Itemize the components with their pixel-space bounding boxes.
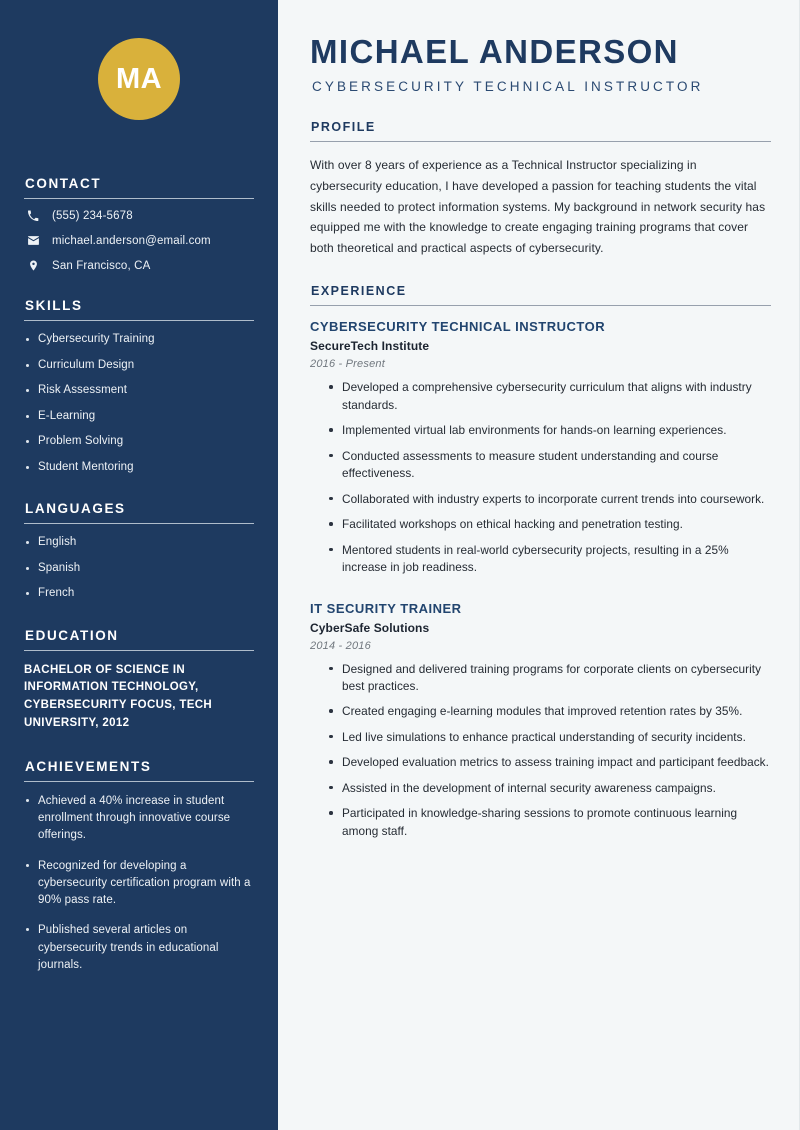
education-section — [24, 628, 254, 733]
contact-item-phone[interactable] — [24, 210, 254, 222]
achievements-list — [24, 793, 254, 974]
education-divider — [24, 650, 254, 651]
contact-divider — [24, 198, 254, 199]
job-company: SecureTech Institute — [310, 339, 430, 354]
list-item: Risk Assessment — [24, 383, 254, 399]
list-item: Spanish — [24, 561, 254, 577]
skills-list — [24, 332, 254, 475]
resume-main — [278, 0, 799, 1130]
contact-section — [24, 176, 254, 272]
languages-section — [24, 501, 254, 602]
job-dates: 2016 - Present — [310, 358, 385, 371]
avatar-monogram: MA — [98, 38, 180, 120]
contact-item-location[interactable] — [24, 259, 254, 272]
experience-entry — [310, 319, 771, 576]
job-title: CYBERSECURITY TECHNICAL INSTRUCTOR — [310, 319, 606, 335]
list-item: Recognized for developing a cybersecurity certification program with a 90% pass rate. — [24, 858, 254, 910]
experience-heading: EXPERIENCE — [311, 284, 407, 299]
skills-divider — [24, 320, 254, 321]
languages-divider — [24, 523, 254, 524]
location-value: San Francisco, CA — [52, 259, 151, 272]
education-degree: BACHELOR OF SCIENCE IN INFORMATION TECHNOLOGY, CYBERSECURITY FOCUS, TECH UNIVERSITY, 2012 — [24, 663, 213, 730]
list-item: Curriculum Design — [24, 358, 254, 374]
list-item: Implemented virtual lab environments for hands-on learning experiences. — [328, 422, 771, 439]
professional-title: CYBERSECURITY TECHNICAL INSTRUCTOR — [312, 79, 704, 95]
list-item: E-Learning — [24, 409, 254, 425]
email-icon — [24, 234, 42, 247]
list-item: Achieved a 40% increase in student enrollment through innovative course offerings. — [24, 793, 254, 845]
skills-heading: SKILLS — [25, 298, 83, 313]
list-item: Created engaging e-learning modules that improved retention rates by 35%. — [328, 703, 771, 720]
page-title: MICHAEL ANDERSON — [310, 33, 679, 70]
experience-entry — [310, 601, 771, 841]
job-bullet-list — [310, 661, 771, 841]
contact-item-email[interactable] — [24, 234, 254, 247]
job-company: CyberSafe Solutions — [310, 620, 430, 635]
resume-sidebar — [0, 0, 278, 1130]
languages-list — [24, 535, 254, 602]
avatar-container — [24, 0, 254, 120]
list-item: Cybersecurity Training — [24, 332, 254, 348]
achievements-divider — [24, 781, 254, 782]
list-item: Developed evaluation metrics to assess training impact and participant feedback. — [328, 754, 771, 771]
location-pin-icon — [24, 259, 42, 272]
skills-section — [24, 298, 254, 475]
job-bullet-list — [310, 379, 771, 576]
achievements-section — [24, 759, 254, 974]
list-item: Collaborated with industry experts to incorporate current trends into coursework. — [328, 491, 771, 508]
list-item: English — [24, 535, 254, 551]
list-item: Published several articles on cybersecurity trends in educational journals. — [24, 922, 254, 974]
profile-text: With over 8 years of experience as a Technical Instructor specializing in cybersecurity education, I have developed a passion for teaching students the vital skills needed to protect information systems. My background in network security has equipped me with the knowledge to create engaging training programs that cover both theoretical and practical aspects of cybersecurity. — [310, 158, 766, 255]
list-item: Participated in knowledge-sharing sessions to promote continuous learning among staff. — [328, 805, 771, 840]
list-item: Mentored students in real-world cybersecurity projects, resulting in a 25% increase in job readiness. — [328, 542, 771, 577]
contact-heading: CONTACT — [25, 176, 102, 191]
list-item: Led live simulations to enhance practical understanding of security incidents. — [328, 729, 771, 746]
languages-heading: LANGUAGES — [25, 501, 126, 517]
phone-value: (555) 234-5678 — [52, 210, 133, 222]
list-item: Student Mentoring — [24, 460, 254, 476]
phone-icon — [24, 210, 42, 222]
job-title: IT SECURITY TRAINER — [310, 600, 462, 616]
list-item: Problem Solving — [24, 434, 254, 450]
list-item: Developed a comprehensive cybersecurity curriculum that aligns with industry standards. — [328, 379, 771, 414]
experience-divider — [310, 305, 771, 306]
list-item: Designed and delivered training programs for corporate clients on cybersecurity best practices. — [328, 661, 771, 696]
list-item: French — [24, 586, 254, 602]
email-value: michael.anderson@email.com — [52, 234, 211, 247]
list-item: Conducted assessments to measure student understanding and course effectiveness. — [328, 448, 771, 483]
list-item: Facilitated workshops on ethical hacking and penetration testing. — [328, 516, 771, 533]
profile-divider — [310, 141, 771, 142]
experience-section — [310, 284, 771, 840]
profile-heading: PROFILE — [311, 120, 376, 135]
job-dates: 2014 - 2016 — [310, 639, 371, 652]
list-item: Assisted in the development of internal security awareness campaigns. — [328, 780, 771, 797]
education-heading: EDUCATION — [25, 627, 119, 643]
achievements-heading: ACHIEVEMENTS — [25, 758, 152, 774]
profile-section — [310, 120, 771, 258]
